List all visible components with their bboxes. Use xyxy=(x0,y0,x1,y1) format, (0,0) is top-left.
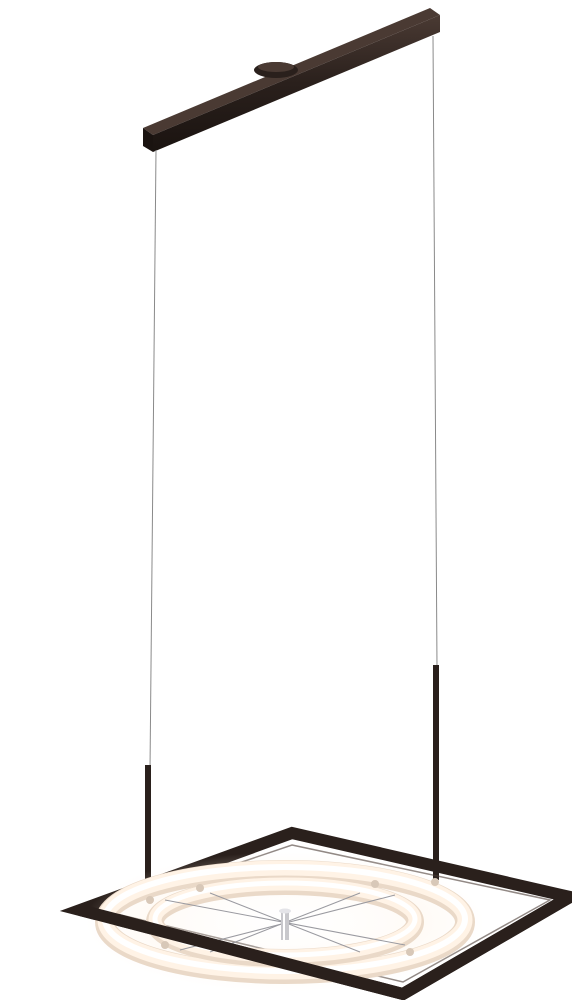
canopy-bar-side xyxy=(153,15,440,152)
cable-right xyxy=(433,36,437,668)
cable-left xyxy=(150,150,156,770)
ceiling-canopy xyxy=(143,8,440,152)
canopy-mount-cap-highlight xyxy=(258,62,294,72)
rod-right xyxy=(433,665,439,880)
